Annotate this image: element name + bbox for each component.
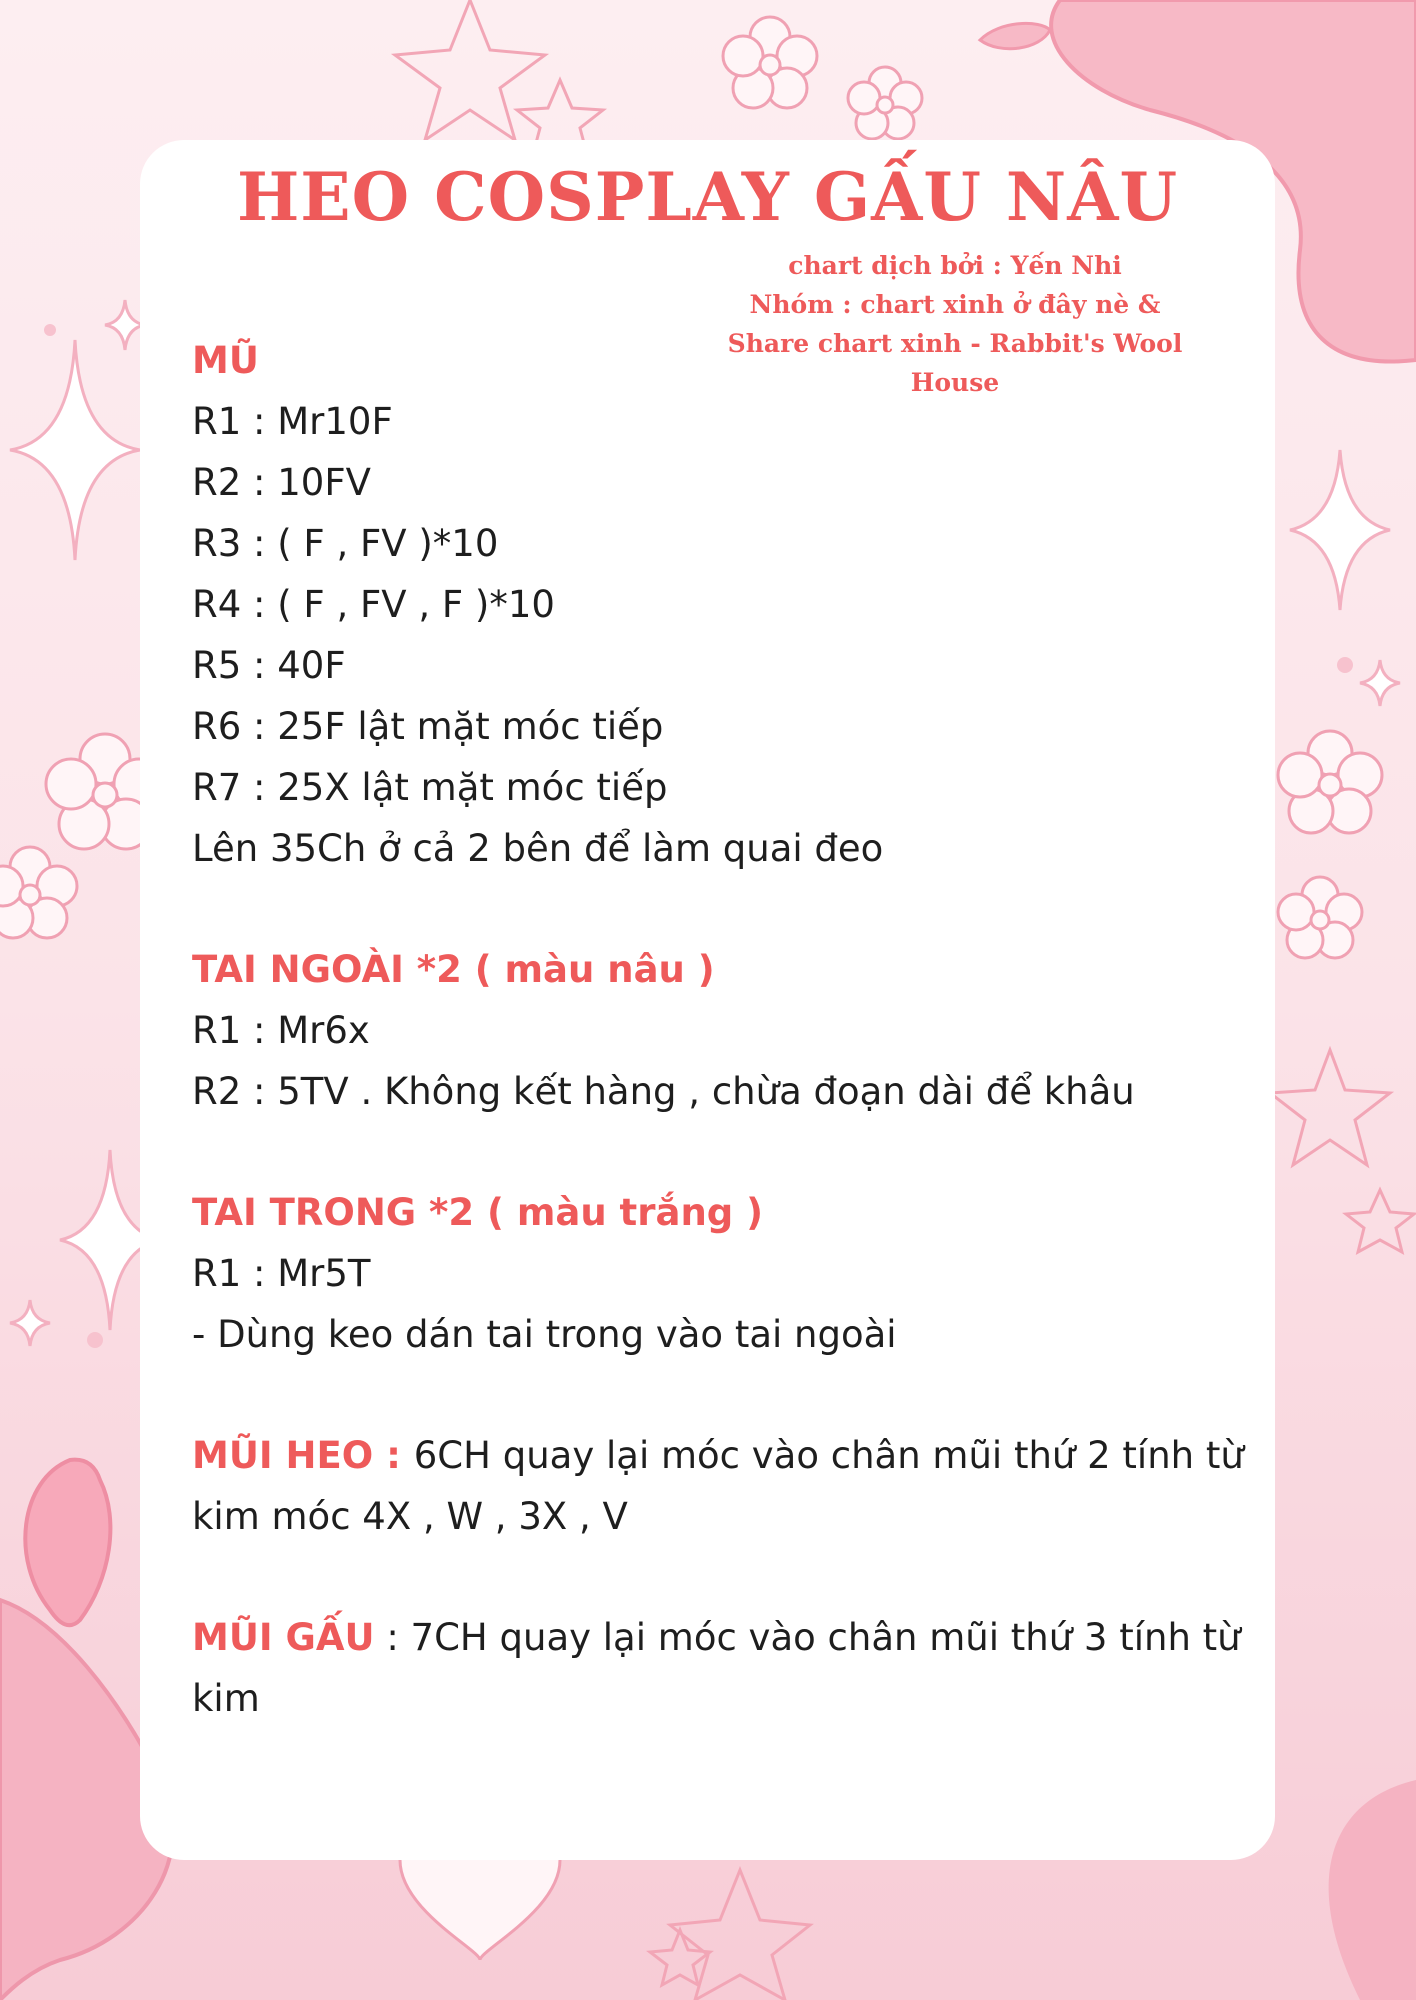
- pattern-row: R1 : Mr5T: [192, 1252, 371, 1295]
- sparkle-icon: [1290, 450, 1390, 610]
- sparkle-icon: [10, 1300, 50, 1346]
- pink-blob-bottom-right: [1329, 1780, 1416, 2000]
- pattern-row: R1 : Mr6x: [192, 1009, 370, 1052]
- section-heading: TAI NGOÀI *2 ( màu nâu ): [192, 948, 715, 991]
- section-heading: MŨI HEO :: [192, 1434, 414, 1477]
- dot-decoration: [44, 324, 56, 336]
- section-heading: MŨI GẤU: [192, 1616, 375, 1659]
- credit-line: Share chart xinh - Rabbit's Wool: [727, 329, 1183, 358]
- pattern-row: R4 : ( F , FV , F )*10: [192, 583, 555, 626]
- pattern-row: R1 : Mr10F: [192, 400, 393, 443]
- credit-line: chart dịch bởi : Yến Nhi: [788, 251, 1122, 280]
- balloon-icon: [25, 1460, 110, 1626]
- sparkle-icon: [10, 340, 140, 560]
- section-heading: MŨ: [192, 339, 259, 382]
- pattern-row: R3 : ( F , FV )*10: [192, 522, 499, 565]
- section-hat: [192, 330, 1252, 879]
- credit-line: Nhóm : chart xinh ở đây nè &: [749, 290, 1161, 319]
- pattern-row: R5 : 40F: [192, 644, 346, 687]
- content-card: [140, 140, 1275, 1860]
- dot-decoration: [87, 1332, 103, 1348]
- sparkle-icon: [1360, 660, 1400, 706]
- section-outer-ear: [192, 939, 1252, 1122]
- pattern-row: - Dùng keo dán tai trong vào tai ngoài: [192, 1313, 897, 1356]
- star-icon: [395, 0, 545, 140]
- pattern-row: R6 : 25F lật mặt móc tiếp: [192, 705, 664, 748]
- flower-icon: [1278, 731, 1382, 833]
- sparkle-icon: [105, 300, 145, 350]
- pattern-row: R7 : 25X lật mặt móc tiếp: [192, 766, 668, 809]
- star-icon: [1346, 1190, 1414, 1252]
- pattern-content: [192, 330, 1252, 1729]
- section-bear-nose: [192, 1607, 1252, 1729]
- section-text: : 7CH quay lại móc vào chân mũi thứ 3 tính từ kim: [192, 1616, 1241, 1720]
- pattern-row: Lên 35Ch ở cả 2 bên để làm quai đeo: [192, 827, 884, 870]
- flower-icon: [1278, 877, 1362, 958]
- flower-icon: [723, 17, 817, 108]
- section-pig-nose: [192, 1425, 1252, 1547]
- flower-icon: [0, 847, 77, 938]
- pattern-row: R2 : 5TV . Không kết hàng , chừa đoạn dài để khâu: [192, 1070, 1135, 1113]
- section-text: 6CH quay lại móc vào chân mũi thứ 2 tính từ kim móc 4X , W , 3X , V: [192, 1434, 1244, 1538]
- pattern-row: R2 : 10FV: [192, 461, 371, 504]
- section-heading: TAI TRONG *2 ( màu trắng ): [192, 1191, 764, 1234]
- flower-icon: [848, 67, 922, 139]
- page-title: HEO COSPLAY GẤU NÂU: [236, 158, 1179, 236]
- star-icon: [1270, 1050, 1390, 1165]
- petal-icon: [980, 23, 1050, 48]
- section-inner-ear: [192, 1182, 1252, 1365]
- dot-decoration: [1337, 657, 1353, 673]
- credit-line: House: [910, 368, 1000, 397]
